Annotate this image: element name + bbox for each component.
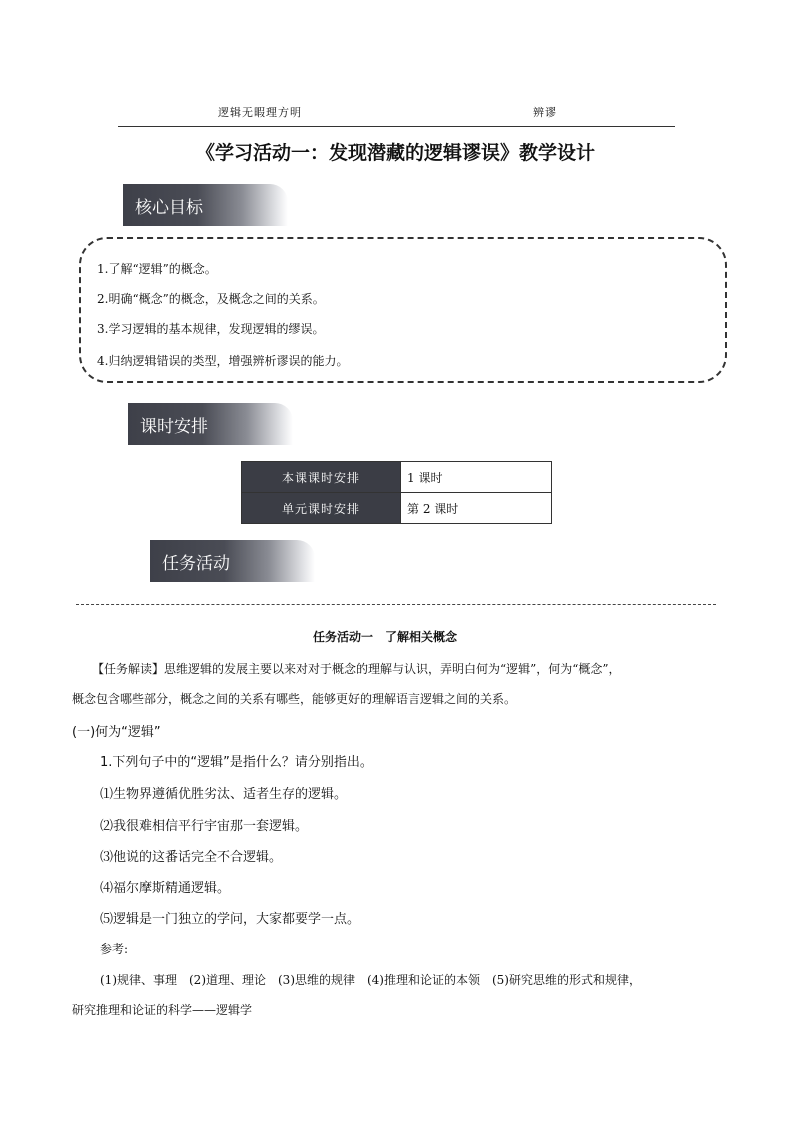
task-intro-line-1: 【任务解读】思维逻辑的发展主要以来对对于概念的理解与认识，弄明白何为“逻辑”，何为“概念”， [92, 662, 621, 676]
goal-item-3: 3.学习逻辑的基本规律，发现逻辑的缪误。 [97, 322, 325, 336]
schedule-table [241, 461, 552, 524]
reference-answer-line-1: (1)规律、事理 (2)道理、理论 (3)思维的规律 (4)推理和论证的本领 (5)研究思维的形式和规律， [100, 973, 641, 987]
header-left-text: 逻辑无暇理方明 [218, 106, 302, 119]
goal-item-1: 1.了解“逻辑”的概念。 [97, 262, 217, 276]
schedule-value-cell: 1 课时 [401, 462, 552, 493]
schedule-value-cell: 第 2 课时 [401, 493, 552, 524]
list-item: ⑵我很难相信平行宇宙那一套逻辑。 [100, 819, 309, 834]
list-item: ⑴生物界遵循优胜劣汰、适者生存的逻辑。 [100, 787, 348, 802]
goal-item-2: 2.明确“概念”的概念，及概念之间的关系。 [97, 292, 325, 306]
task-intro-line-2: 概念包含哪些部分，概念之间的关系有哪些，能够更好的理解语言逻辑之间的关系。 [72, 692, 517, 706]
reference-answer-line-2: 研究推理和论证的科学——逻辑学 [72, 1003, 253, 1017]
question-prompt: 1.下列句子中的“逻辑”是指什么？请分别指出。 [100, 755, 373, 770]
list-item: ⑶他说的这番话完全不合逻辑。 [100, 850, 283, 865]
section-heading-goals-label: 核心目标 [135, 197, 203, 218]
table-row [242, 493, 552, 524]
section-heading-schedule [128, 403, 293, 445]
header-divider [118, 126, 675, 127]
list-item: ⑸逻辑是一门独立的学问，大家都要学一点。 [100, 912, 361, 927]
page-title: 《学习活动一：发现潜藏的逻辑谬误》教学设计 [196, 142, 596, 164]
section-divider [76, 604, 716, 605]
list-item: ⑷福尔摩斯精通逻辑。 [100, 881, 231, 896]
section-heading-task [150, 540, 315, 582]
subheading: (一)何为“逻辑” [72, 725, 161, 740]
goal-item-4: 4.归纳逻辑错误的类型，增强辨析谬误的能力。 [97, 354, 349, 368]
task-title: 任务活动一 了解相关概念 [313, 630, 458, 644]
section-heading-goals [123, 184, 288, 226]
reference-label: 参考: [100, 942, 129, 956]
section-heading-schedule-label: 课时安排 [140, 416, 208, 437]
section-heading-task-label: 任务活动 [162, 553, 230, 574]
table-row [242, 462, 552, 493]
schedule-key-cell: 单元课时安排 [242, 493, 401, 524]
schedule-key-cell: 本课课时安排 [242, 462, 401, 493]
header-right-text: 辨谬 [533, 106, 557, 119]
